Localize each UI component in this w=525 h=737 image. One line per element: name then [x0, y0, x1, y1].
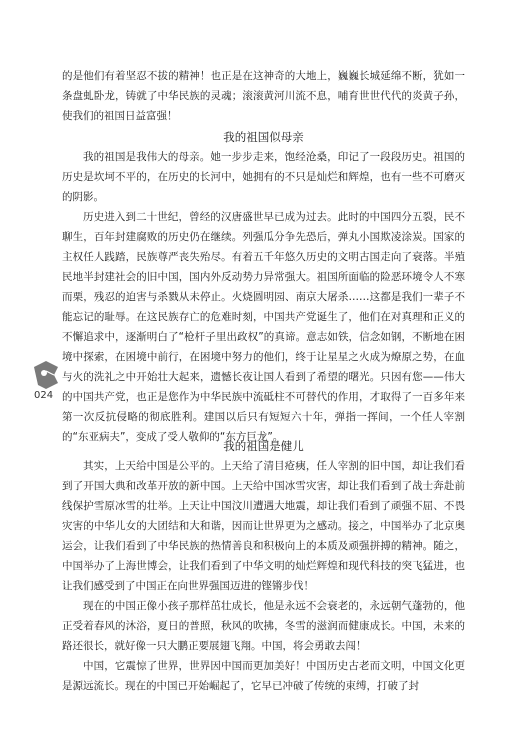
section-title: 我的祖国是健儿: [223, 439, 304, 453]
paragraph: 历史进入到二十世纪，曾经的汉唐盛世早已成为过去。此时的中国四分五裂，民不聊生，百年封建腐败的历史仍在继续。列强瓜分争先恐后，弹丸小国欺凌涂炭。国家的主权任人践踏，民族尊严丧失殆尽。有着五千年悠久历史的文明古国走向了衰落。半殖民地半封建社会的旧中国，国内外反动势力异常强大。祖国所面临的险恶环境令人不寒而栗，残忍的迫害与杀戮从未停止。火烧圆明园、南京大屠杀……这都是我们一辈子不能忘记的耻辱。在这民族存亡的危难时刻，中国共产党诞生了，他们在对真理和正义的不懈追求中，逐渐明白了“枪杆子里出政权”的真谛。意志如铁，信念如钢，不断地在困境中探索，在困境中前行，在困境中努力的他们，终于让星星之火成为燎原之势，在血与火的洗礼之中开始壮大起来，遗憾长夜让国人看到了希望的曙光。只因有您——伟大的中国共产党，也正是您作为中华民族中流砥柱不可替代的作用，才取得了一百多年来第一次反抗侵略的彻底胜利。建国以后只有短短六十年，弹指一挥间，一个任人宰割的“东亚病夫”，变成了受人敬仰的“东方巨龙”。: [62, 211, 465, 443]
paragraph: 我的祖国是我伟大的母亲。她一步步走来，饱经沧桑，印记了一段段历史。祖国的历史是坎坷不平的，在历史的长河中，她拥有的不只是灿烂和辉煌，也有一些不可磨灭的阴影。: [62, 151, 465, 203]
intro-paragraph: 的是他们有着坚忍不拔的精神！也正是在这神奇的大地上，巍巍长城延绵不断，犹如一条盘虬卧龙，铸就了中华民族的灵魂；滚滚黄河川流不息，哺育世世代代的炎黄子孙，使我们的祖国日益富强！: [62, 70, 465, 122]
paragraph: 中国，它震惊了世界，世界因中国而更加美好！中国历史古老而文明，中国文化更是源远流长。现在的中国已开始崛起了，它早已冲破了传统的束缚，打破了封: [62, 660, 465, 692]
paragraph: 其实，上天给中国是公平的。上天给了清目疮痍，任人宰割的旧中国，却让我们看到了开国大典和改革开放的新中国。上天给中国冰雪灾害，却让我们看到了战士奔赴前线保护雪原冰雪的壮举。上天让中国汶川遭遇大地震，却让我们看到了顽强不屈、不畏灾害的中华儿女的大团结和大和谐，因而让世界更为之感动。接之，中国举办了北京奥运会，让我们看到了中华民族的热情善良和积极向上的本质及顽强拼搏的精神。随之，中国举办了上海世博会，让我们看到了中华文明的灿烂辉煌和现代科技的突飞猛进，也让我们感受到了中国正在向世界强国迈进的铿锵步伐！: [62, 460, 465, 592]
section-body: [62, 456, 465, 696]
section-body: [62, 147, 465, 447]
section-title: 我的祖国似母亲: [223, 130, 304, 144]
intro-text-block: [62, 66, 465, 126]
paragraph: 现在的中国正像小孩子那样茁壮成长，他是永远不会衰老的，永远朝气蓬勃的，他正受着春风的沐浴，夏日的普照，秋风的吹拂，冬雪的滋润而健康成长。中国，未来的路还很长，就好像一只大鹏正要展翅飞翔。中国，将会勇敢去闯！: [62, 600, 465, 652]
page-number: 024: [34, 390, 54, 401]
